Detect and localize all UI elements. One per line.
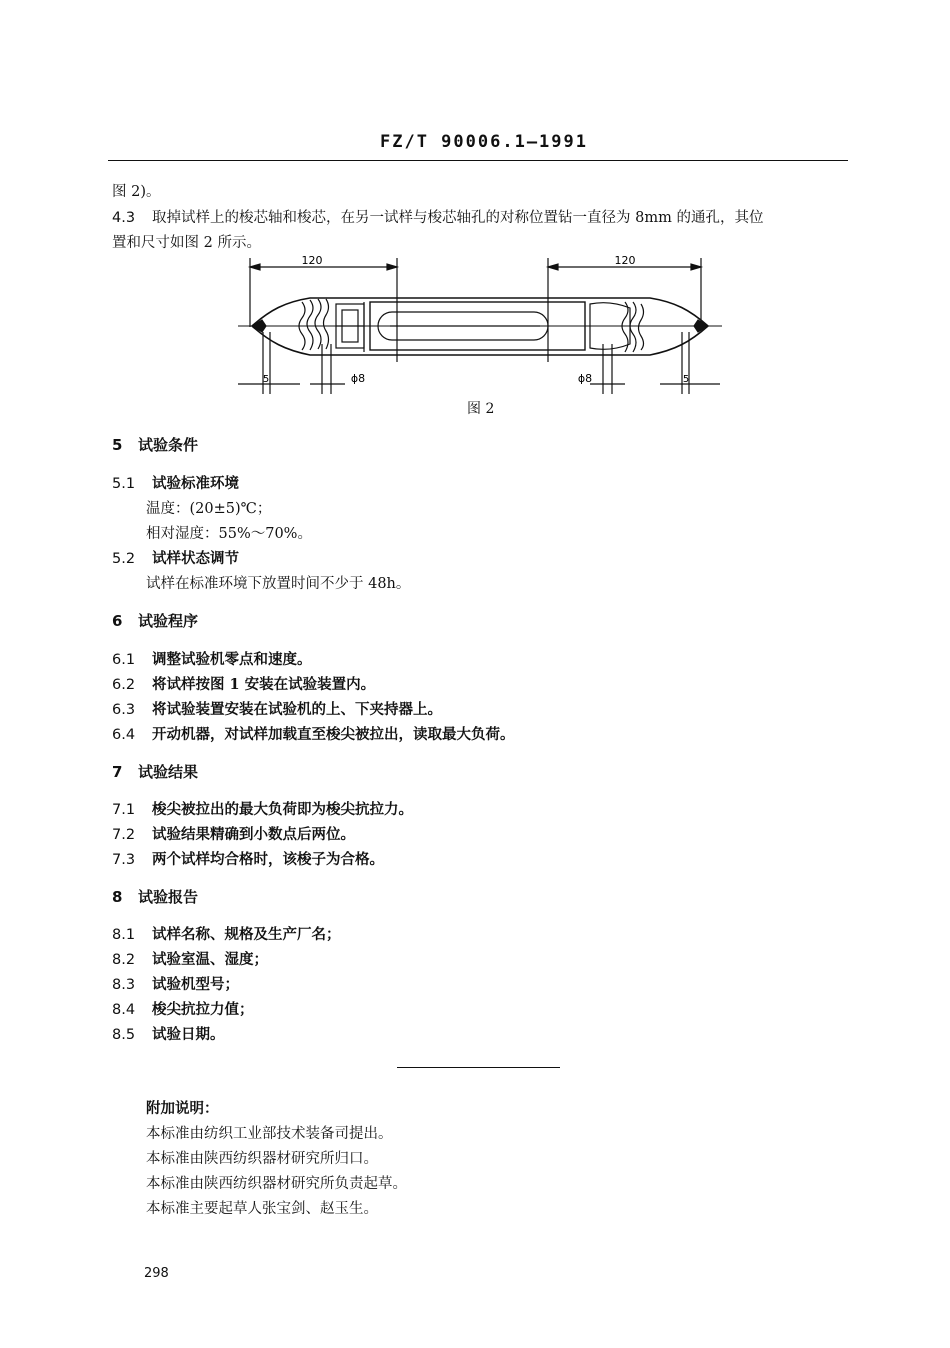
clause-7-3	[112, 848, 384, 869]
left-tip	[252, 320, 266, 332]
notes-line-4: 本标准主要起草人张宝剑、赵玉生。	[146, 1201, 378, 1217]
clause-number: 6.2	[112, 677, 136, 693]
section-title: 试验结果	[138, 763, 199, 781]
clause-text: 试验日期。	[152, 1026, 225, 1043]
header-rule	[108, 160, 848, 161]
clause-7-1	[112, 798, 413, 819]
clause-number: 7.2	[112, 827, 136, 843]
clause-6-3	[112, 698, 442, 719]
notes-line-3: 本标准由陕西纺织器材研究所负责起草。	[146, 1176, 407, 1192]
section-title: 试验条件	[138, 436, 199, 454]
clause-5-1-temperature: 温度：(20±5)℃；	[146, 501, 272, 517]
clause-text: 开动机器，对试样加载直至梭尖被拉出，读取最大负荷。	[152, 726, 515, 743]
clause-number: 6.1	[112, 652, 136, 668]
clause-text: 梭尖抗拉力值；	[152, 1001, 254, 1018]
clause-6-1	[112, 648, 312, 669]
notes-divider	[397, 1067, 560, 1068]
clause-number: 8.1	[112, 927, 136, 943]
clause-text: 将试样按图 1 安装在试验装置内。	[152, 676, 376, 693]
standard-code: FZ/T 90006.1—1991	[380, 132, 588, 152]
clause-8-2	[112, 948, 268, 969]
dim-label-right: 120	[614, 254, 636, 267]
clause-text: 试验室温、湿度；	[152, 951, 268, 968]
clause-number: 5.2	[112, 551, 136, 567]
clause-number: 5.1	[112, 476, 136, 492]
clause-8-5	[112, 1023, 225, 1044]
clause-number: 8.4	[112, 1002, 136, 1018]
notes-title: 附加说明：	[146, 1100, 219, 1117]
clause-text: 试验结果精确到小数点后两位。	[152, 826, 355, 843]
notes-line-2: 本标准由陕西纺织器材研究所归口。	[146, 1151, 378, 1167]
clause-8-1	[112, 923, 341, 944]
clause-title: 试样状态调节	[152, 550, 239, 567]
clause-number: 6.3	[112, 702, 136, 718]
clause-5-2-heading	[112, 547, 239, 568]
clause-number: 7.3	[112, 852, 136, 868]
clause-text: 试样名称、规格及生产厂名；	[152, 926, 341, 943]
clause-number: 8.2	[112, 952, 136, 968]
notes-line-1: 本标准由纺织工业部技术装备司提出。	[146, 1126, 393, 1142]
clause-text: 将试验装置安装在试验机的上、下夹持器上。	[152, 701, 442, 718]
section-number: 8	[112, 888, 123, 906]
section-title: 试验报告	[138, 888, 199, 906]
clause-5-1-heading	[112, 472, 239, 493]
section-title: 试验程序	[138, 612, 199, 630]
dim-label-small-left: 5	[262, 374, 270, 385]
clause-6-2	[112, 673, 375, 694]
section-5-heading	[112, 434, 198, 455]
section-7-heading	[112, 761, 198, 782]
hole-label-right: ϕ8	[577, 372, 593, 385]
clause-number: 6.4	[112, 727, 136, 743]
clause-text: 取掉试样上的梭芯轴和梭芯，在另一试样与梭芯轴孔的对称位置钻一直径为 8mm 的通孔，其位	[152, 210, 764, 226]
right-tip	[694, 320, 708, 332]
clause-text: 梭尖被拉出的最大负荷即为梭尖抗拉力。	[152, 801, 413, 818]
clause-text: 试验机型号；	[152, 976, 239, 993]
clause-5-2-text: 试样在标准环境下放置时间不少于 48h。	[146, 576, 411, 592]
clause-number: 4.3	[112, 210, 136, 226]
dim-label-left: 120	[301, 254, 323, 267]
section-8-heading	[112, 886, 198, 907]
clause-8-4	[112, 998, 254, 1019]
clause-number: 8.3	[112, 977, 136, 993]
section-number: 6	[112, 612, 123, 630]
figure-2-drawing	[230, 252, 730, 402]
clause-number: 7.1	[112, 802, 136, 818]
clause-4-3-line1	[112, 206, 763, 227]
clause-title: 试验标准环境	[152, 475, 239, 492]
section-number: 7	[112, 763, 123, 781]
section-number: 5	[112, 436, 123, 454]
dim-label-small-right: 5	[682, 374, 690, 385]
section-6-heading	[112, 610, 198, 631]
clause-7-2	[112, 823, 355, 844]
clause-text: 两个试样均合格时，该梭子为合格。	[152, 851, 384, 868]
clause-6-4	[112, 723, 515, 744]
clause-8-3	[112, 973, 239, 994]
continuation-line: 图 2)。	[112, 184, 161, 200]
hole-label-left: ϕ8	[350, 372, 366, 385]
figure-caption: 图 2	[467, 401, 495, 417]
clause-4-3-line2: 置和尺寸如图 2 所示。	[112, 235, 261, 251]
clause-5-1-humidity: 相对湿度：55%～70%。	[146, 526, 312, 542]
clause-number: 8.5	[112, 1027, 136, 1043]
page-number: 298	[144, 1266, 169, 1281]
clause-text: 调整试验机零点和速度。	[152, 651, 312, 668]
